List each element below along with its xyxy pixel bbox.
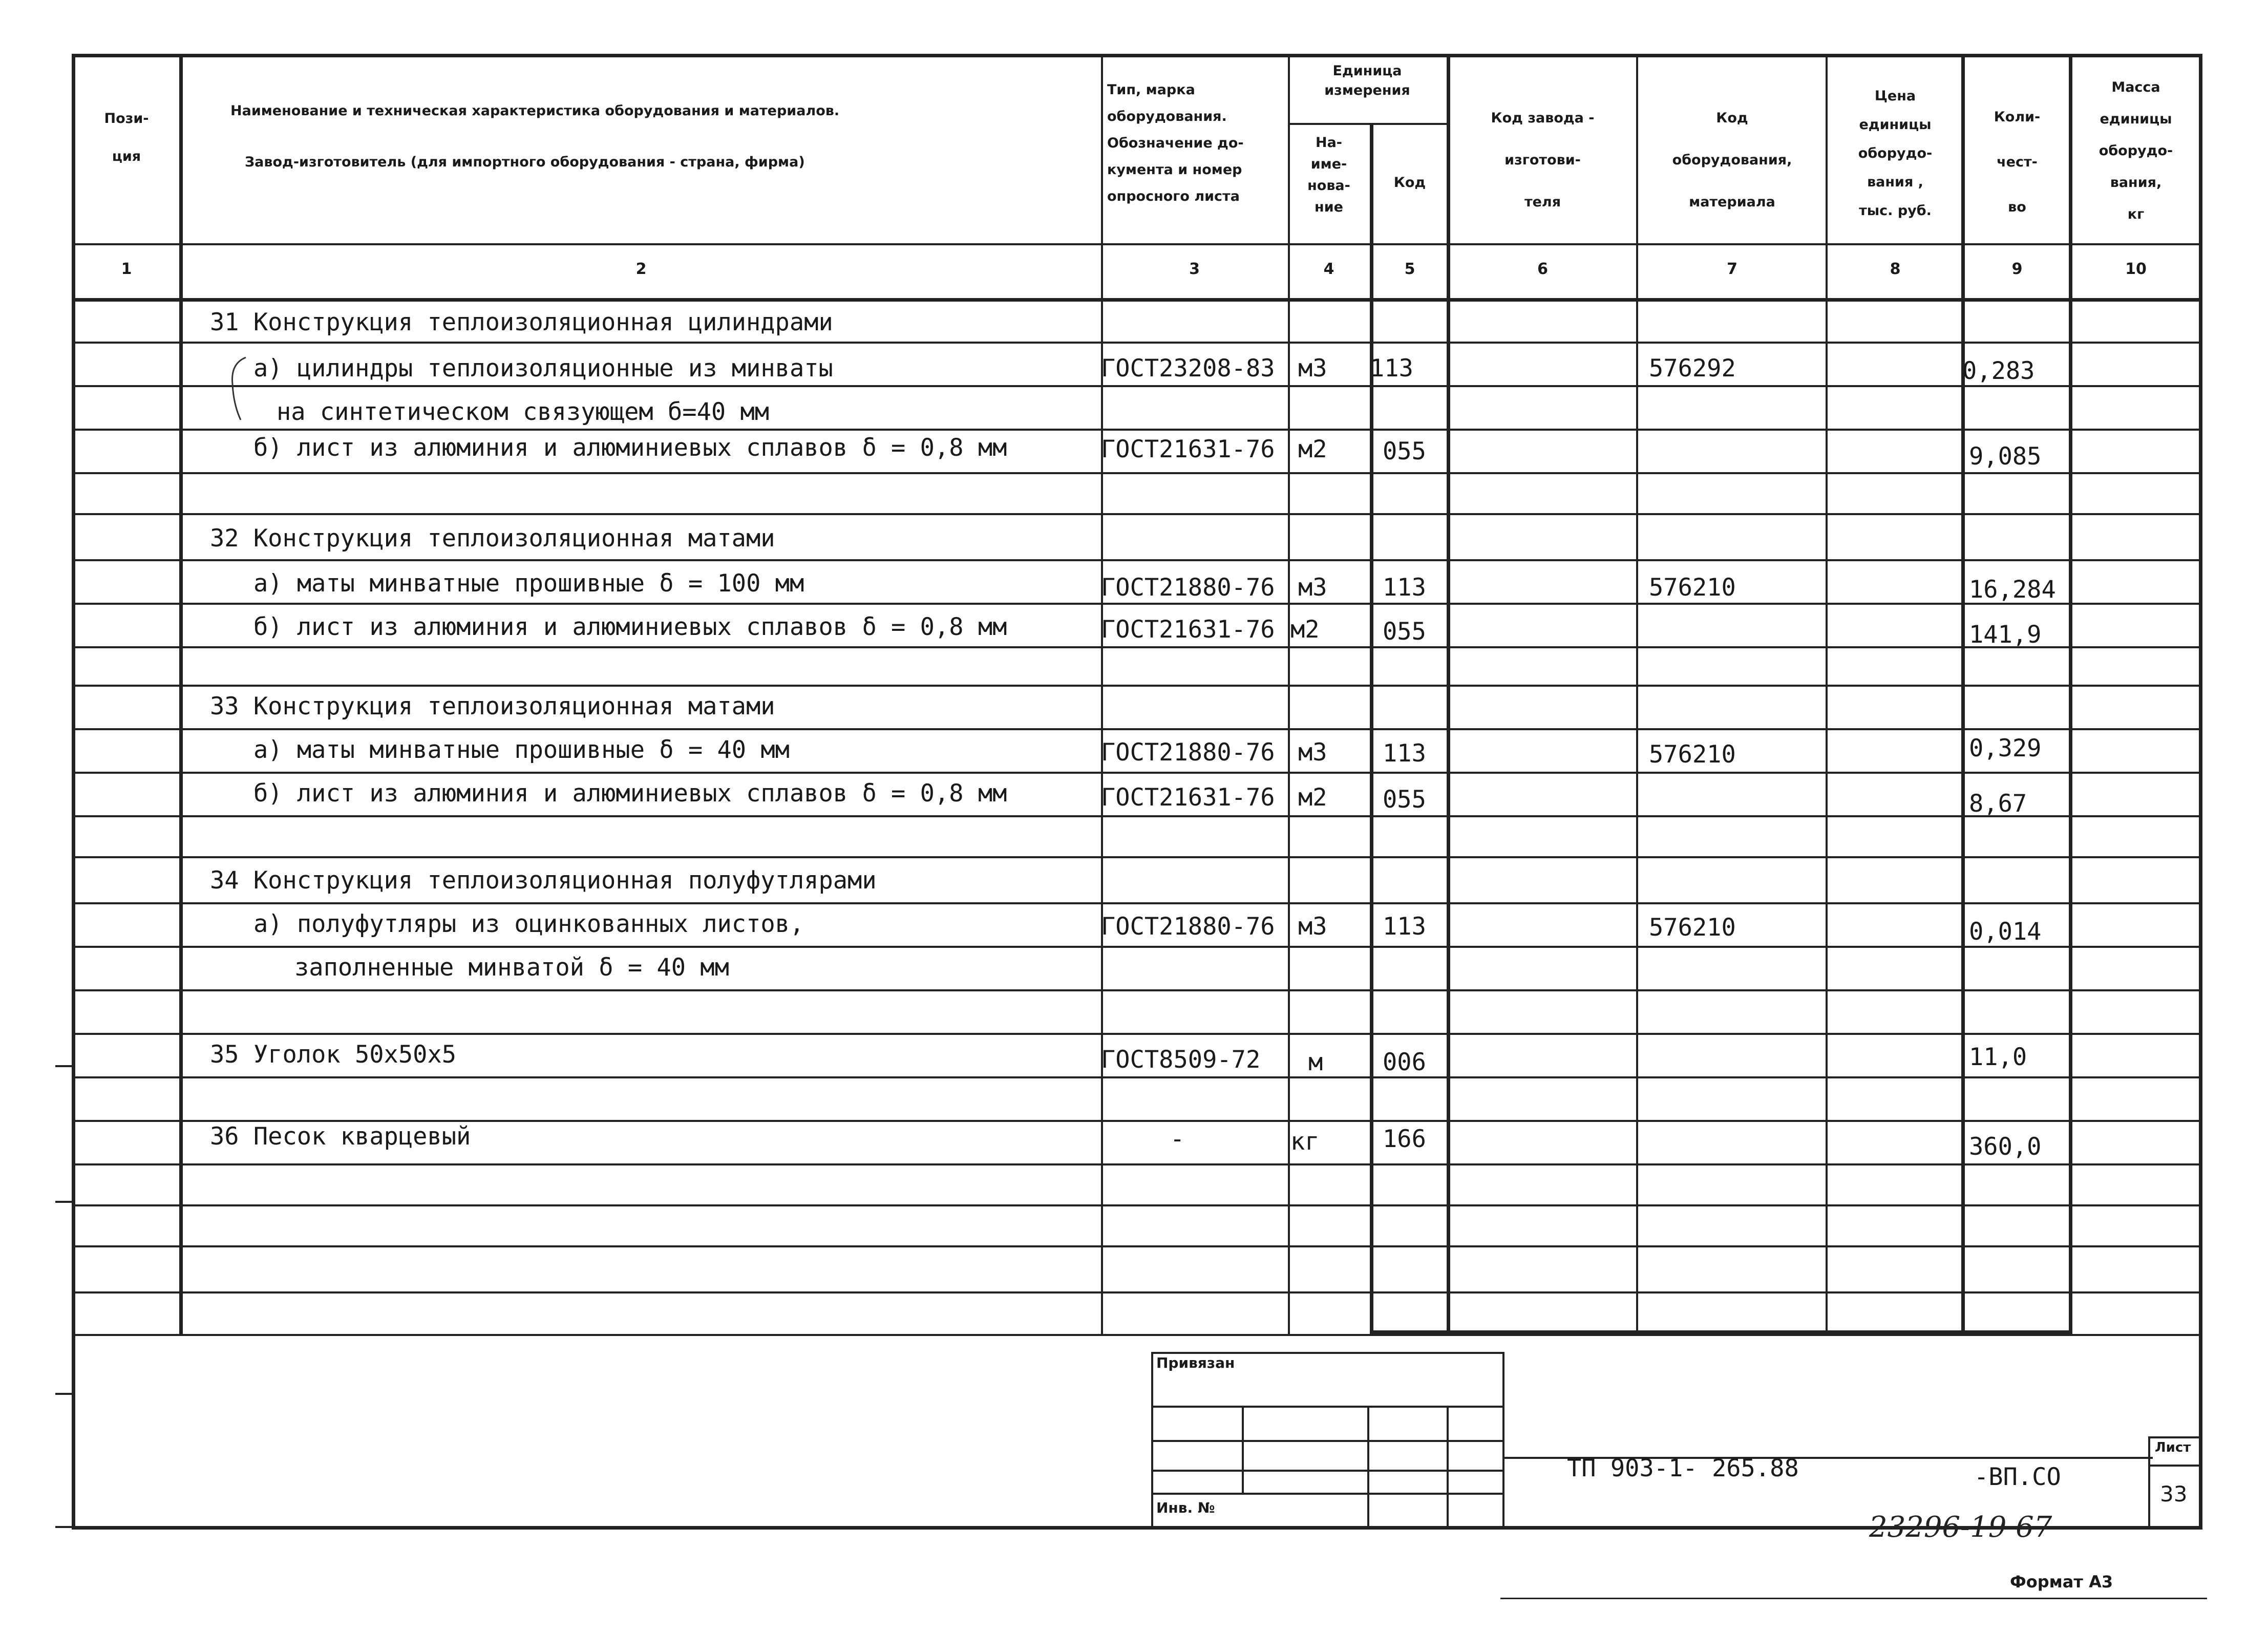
table-row-qty: 0,283 bbox=[1962, 357, 2035, 385]
table-row-unit: м3 bbox=[1298, 354, 1327, 383]
table-row-material: 576210 bbox=[1649, 740, 1736, 769]
sheet-number: 33 bbox=[2160, 1481, 2188, 1507]
table-row-name: а) маты минватные прошивные δ = 40 мм bbox=[253, 736, 790, 764]
header-col1: Пози- ция bbox=[104, 111, 149, 164]
table-row-name: 36 Песок кварцевый bbox=[210, 1122, 471, 1151]
table-row-name: а) полуфутляры из оцинкованных листов, bbox=[253, 910, 804, 938]
table-row-qty: 0,014 bbox=[1969, 918, 2042, 946]
colnum-9: 9 bbox=[2011, 260, 2023, 278]
table-row-code: 113 bbox=[1383, 574, 1426, 602]
table-row-code: 055 bbox=[1383, 437, 1426, 465]
header-col5: Код bbox=[1393, 175, 1426, 190]
table-row-doc: ГОСТ23208-83 bbox=[1101, 354, 1275, 383]
table-row-name: 35 Уголок 50х50х5 bbox=[210, 1041, 457, 1069]
colnum-6: 6 bbox=[1537, 260, 1548, 278]
table-row-doc: ГОСТ21880-76 bbox=[1101, 913, 1275, 941]
table-row-code: 113 bbox=[1383, 913, 1426, 941]
table-row-doc: ГОСТ21880-76 bbox=[1101, 738, 1275, 767]
table-row-qty: 16,284 bbox=[1969, 576, 2056, 604]
format-label: Формат А3 bbox=[2010, 1572, 2113, 1592]
table-row-qty: 9,085 bbox=[1969, 442, 2042, 471]
table-row-doc: ГОСТ21880-76 bbox=[1101, 574, 1275, 602]
table-row-qty: 360,0 bbox=[1969, 1133, 2042, 1161]
colnum-2: 2 bbox=[635, 260, 647, 278]
header-col6: Код завода - изготови- теля bbox=[1491, 110, 1595, 210]
table-row-code: 006 bbox=[1383, 1048, 1426, 1076]
table-row-unit: м bbox=[1308, 1048, 1323, 1076]
table-row-name: заполненные минватой δ = 40 мм bbox=[294, 953, 729, 982]
table-row-name: на синтетическом связующем б=40 мм bbox=[277, 398, 770, 426]
inventory-number-label: Инв. № bbox=[1156, 1499, 1215, 1516]
header-col2-line1: Наименование и техническая характеристика оборудования и материалов. bbox=[230, 103, 840, 119]
table-row-material: 576210 bbox=[1649, 914, 1736, 942]
table-row-unit: м3 bbox=[1298, 574, 1327, 602]
table-row-code: 055 bbox=[1383, 618, 1426, 646]
header-col8: Цена единицы оборудо- вания , тыс. руб. bbox=[1858, 88, 1933, 219]
handwritten-number: 23296-19 67 bbox=[1869, 1511, 2052, 1544]
header-col2-line2: Завод-изготовитель (для импортного оборудования - страна, фирма) bbox=[245, 154, 805, 170]
header-col10: Масса единицы оборудо- вания, кг bbox=[2099, 79, 2173, 222]
table-row-unit: м3 bbox=[1298, 913, 1327, 941]
table-row-code: 113 bbox=[1370, 354, 1413, 383]
table-row-name: б) лист из алюминия и алюминиевых сплавов δ = 0,8 мм bbox=[253, 434, 1007, 462]
table-row-name: а) цилиндры теплоизоляционные из минваты bbox=[253, 354, 833, 383]
table-row-material: 576292 bbox=[1649, 354, 1736, 383]
table-row-doc: ГОСТ8509-72 bbox=[1101, 1046, 1261, 1074]
sheet-label: Лист bbox=[2155, 1440, 2191, 1455]
table-row-unit: м2 bbox=[1290, 616, 1320, 644]
table-row-qty: 8,67 bbox=[1969, 790, 2027, 818]
table-row-doc: ГОСТ21631-76 bbox=[1101, 783, 1275, 812]
header-col3: Тип, марка оборудования. Обозначение до- кумента и номер опросного листа bbox=[1107, 82, 1244, 204]
header-col7: Код оборудования, материала bbox=[1672, 110, 1792, 210]
table-row-code: 055 bbox=[1383, 786, 1426, 814]
table-row-name: 31 Конструкция теплоизоляционная цилиндрами bbox=[210, 308, 833, 336]
header-col9: Коли- чест- во bbox=[1994, 109, 2041, 215]
table-row-name: 32 Конструкция теплоизоляционная матами bbox=[210, 524, 775, 553]
table-row-name: а) маты минватные прошивные δ = 100 мм bbox=[253, 569, 804, 598]
table-row-doc: ГОСТ21631-76 bbox=[1101, 435, 1275, 463]
header-unit: Единица измерения bbox=[1324, 63, 1410, 98]
table-row-code: 113 bbox=[1383, 739, 1426, 768]
table-row-name: б) лист из алюминия и алюминиевых сплавов δ = 0,8 мм bbox=[253, 779, 1007, 808]
bracket-mark-icon bbox=[225, 353, 251, 425]
sheet-code: -ВП.СО bbox=[1974, 1463, 2061, 1491]
table-row-name: б) лист из алюминия и алюминиевых сплавов δ = 0,8 мм bbox=[253, 613, 1007, 641]
table-row-name: 34 Конструкция теплоизоляционная полуфутлярами bbox=[210, 866, 877, 895]
format-line bbox=[1500, 1598, 2207, 1599]
colnum-8: 8 bbox=[1890, 260, 1901, 278]
table-row-unit: м3 bbox=[1298, 738, 1327, 767]
colnum-10: 10 bbox=[2125, 260, 2147, 278]
privyazan-label: Привязан bbox=[1156, 1354, 1235, 1371]
table-row-code: 166 bbox=[1383, 1125, 1426, 1153]
colnum-7: 7 bbox=[1727, 260, 1737, 278]
colnum-4: 4 bbox=[1323, 260, 1334, 278]
table-row-qty: 141,9 bbox=[1969, 621, 2042, 649]
table-row-material: 576210 bbox=[1649, 574, 1736, 602]
table-row-unit: кг bbox=[1290, 1128, 1320, 1156]
table-row-unit: м2 bbox=[1298, 435, 1327, 463]
document-code: ТП 903-1- 265.88 bbox=[1567, 1454, 1799, 1482]
header-col4: На- име- нова- ние bbox=[1307, 135, 1350, 215]
colnum-1: 1 bbox=[121, 260, 132, 278]
table-row-doc: - bbox=[1170, 1125, 1185, 1153]
table-row-qty: 0,329 bbox=[1969, 734, 2042, 762]
colnum-3: 3 bbox=[1189, 260, 1200, 278]
table-row-name: 33 Конструкция теплоизоляционная матами bbox=[210, 692, 775, 720]
colnum-5: 5 bbox=[1404, 260, 1415, 278]
table-row-unit: м2 bbox=[1298, 783, 1327, 812]
table-row-qty: 11,0 bbox=[1969, 1043, 2027, 1071]
table-row-doc: ГОСТ21631-76 bbox=[1101, 616, 1275, 644]
